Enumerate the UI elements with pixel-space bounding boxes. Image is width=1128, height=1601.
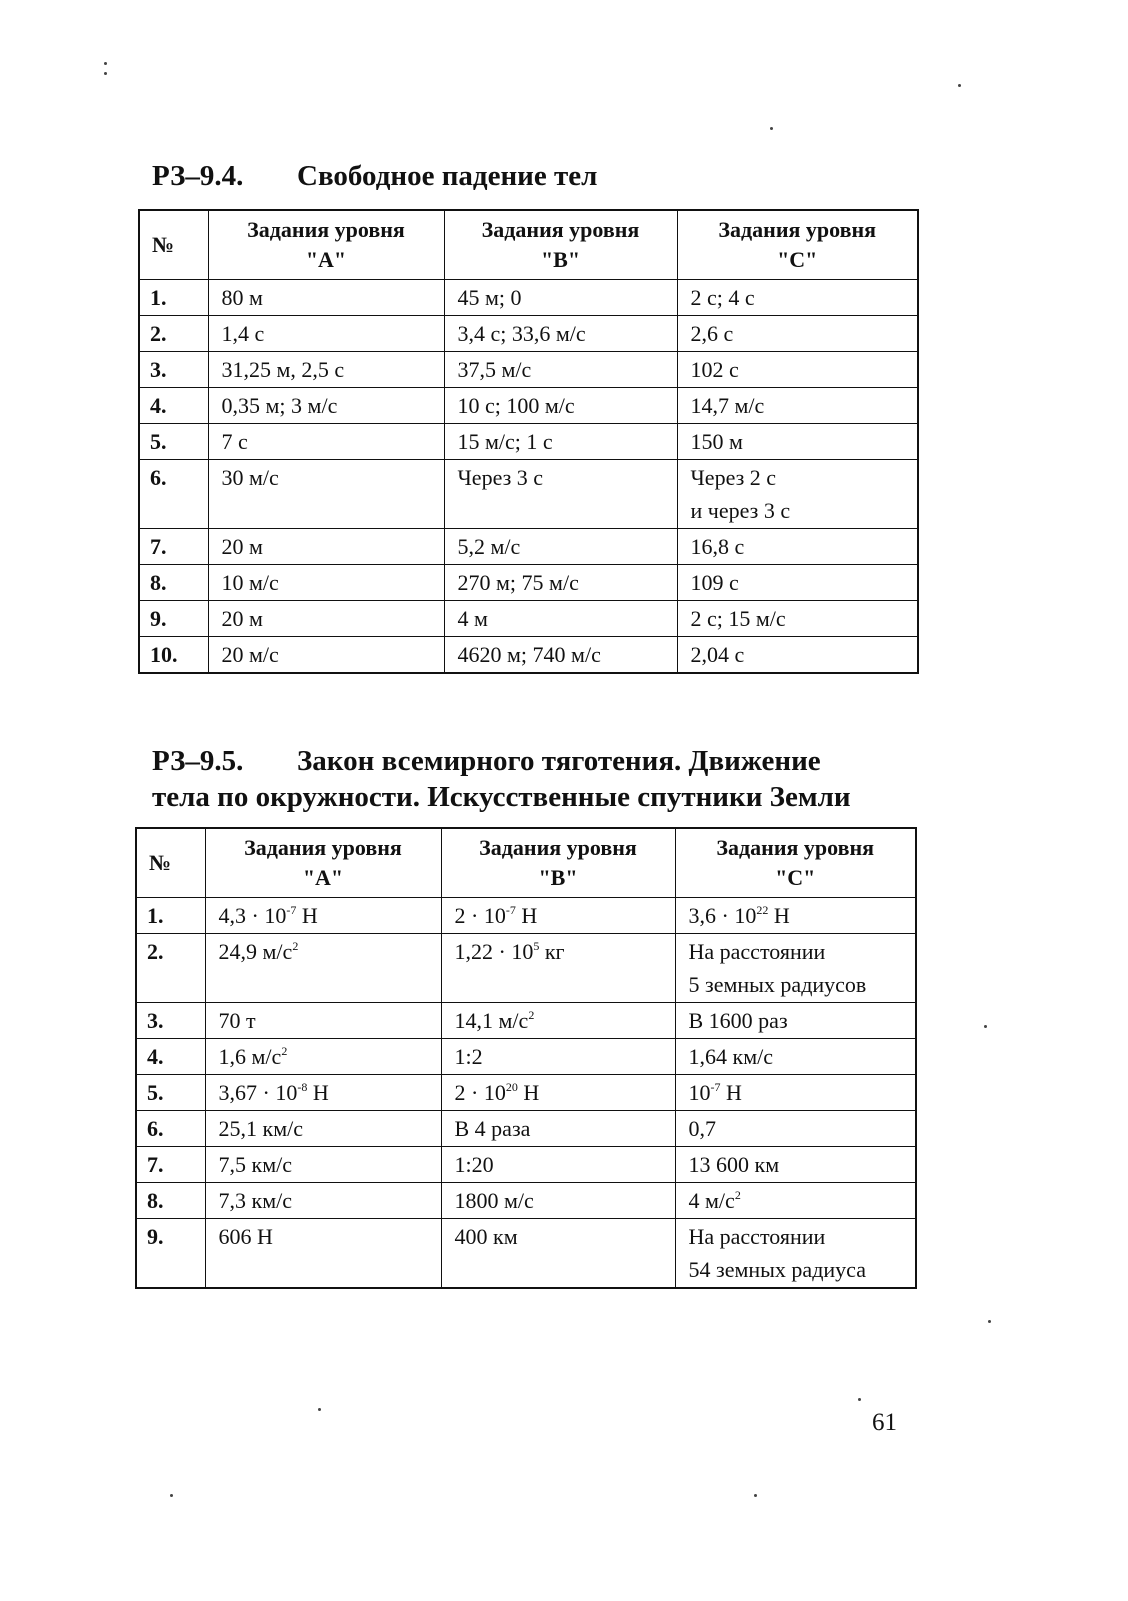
answer-text: 1,4 с bbox=[221, 321, 265, 346]
table-header-row bbox=[136, 828, 916, 898]
answers-table-free-fall bbox=[138, 209, 919, 674]
header-level: "С" bbox=[775, 865, 816, 890]
answer-level-a bbox=[208, 388, 444, 424]
answer-level-c bbox=[675, 934, 916, 1003]
exponent: -7 bbox=[505, 903, 516, 917]
answer-text: $1,22 \cdot 10^5$ кг bbox=[454, 939, 565, 964]
answer-text: 102 с bbox=[690, 357, 739, 382]
table-row bbox=[136, 898, 916, 934]
table-row bbox=[136, 1111, 916, 1147]
answer-text: 2,6 с bbox=[690, 321, 734, 346]
answer-level-b bbox=[444, 565, 677, 601]
answer-level-b bbox=[441, 1075, 675, 1111]
header-level-c bbox=[677, 210, 918, 280]
answer-level-b bbox=[444, 601, 677, 637]
exponent: -7 bbox=[710, 1080, 721, 1094]
table-row bbox=[136, 1039, 916, 1075]
answer-text: 54 земных радиуса bbox=[688, 1257, 866, 1282]
header-label: Задания уровня bbox=[718, 217, 877, 242]
exponent: 2 bbox=[528, 1008, 535, 1022]
table-row bbox=[139, 388, 918, 424]
answer-text: $2 \cdot 10^{-7}$ Н bbox=[454, 903, 538, 928]
answer-text: 14,7 м/с bbox=[690, 393, 765, 418]
answer-level-c bbox=[677, 352, 918, 388]
exponent: 2 bbox=[734, 1188, 741, 1202]
row-number: 6. bbox=[139, 460, 208, 529]
answer-text: $10^{-7}$ Н bbox=[688, 1080, 742, 1105]
answer-level-a bbox=[208, 352, 444, 388]
answer-text: 7,3 км/с bbox=[218, 1188, 292, 1213]
row-number: 4. bbox=[139, 388, 208, 424]
answer-text: 0,35 м; 3 м/с bbox=[221, 393, 338, 418]
answer-level-c bbox=[675, 898, 916, 934]
answer-text: 2,04 с bbox=[690, 642, 745, 667]
answer-text: 1,64 км/с bbox=[688, 1044, 773, 1069]
answer-level-c bbox=[677, 424, 918, 460]
answer-text: 10 с; 100 м/с bbox=[457, 393, 575, 418]
answer-level-c bbox=[675, 1219, 916, 1289]
row-number: 2. bbox=[136, 934, 205, 1003]
answer-text: 20 м bbox=[221, 534, 263, 559]
table-row bbox=[139, 424, 918, 460]
table-row bbox=[139, 637, 918, 674]
answers-table-gravitation bbox=[135, 827, 917, 1289]
row-number: 3. bbox=[136, 1003, 205, 1039]
answer-level-a bbox=[208, 601, 444, 637]
answer-level-a bbox=[205, 1039, 441, 1075]
answer-text: На расстоянии bbox=[688, 1224, 826, 1249]
answer-level-a bbox=[205, 1003, 441, 1039]
answer-level-b bbox=[441, 898, 675, 934]
answer-level-b bbox=[444, 388, 677, 424]
page-number: 61 bbox=[872, 1409, 897, 1436]
answer-level-b bbox=[441, 934, 675, 1003]
answer-text: 13 600 км bbox=[688, 1152, 780, 1177]
exponent: -8 bbox=[297, 1080, 308, 1094]
row-number: 3. bbox=[139, 352, 208, 388]
row-number: 2. bbox=[139, 316, 208, 352]
answer-text: 14,1 $м/с^2$ bbox=[454, 1008, 535, 1033]
answer-text: 1:2 bbox=[454, 1044, 483, 1069]
section-title-text: тела по окружности. Искусственные спутники Земли bbox=[152, 781, 851, 813]
table-row bbox=[136, 1219, 916, 1289]
answer-text: $3,67 \cdot 10^{-8}$ Н bbox=[218, 1080, 329, 1105]
table-row bbox=[136, 934, 916, 1003]
answer-level-b bbox=[441, 1183, 675, 1219]
table-row bbox=[136, 1147, 916, 1183]
header-label: Задания уровня bbox=[247, 217, 405, 242]
table-row bbox=[139, 529, 918, 565]
answer-text: В 4 раза bbox=[454, 1116, 531, 1141]
answer-level-c bbox=[675, 1111, 916, 1147]
answer-text: 2 с; 15 м/с bbox=[690, 606, 786, 631]
answer-text: 25,1 км/с bbox=[218, 1116, 303, 1141]
row-number: 8. bbox=[136, 1183, 205, 1219]
answer-text: 24,9 $м/с^2$ bbox=[218, 939, 299, 964]
answer-text: 30 м/с bbox=[221, 465, 279, 490]
row-number: 10. bbox=[139, 637, 208, 674]
answer-text: 4 $м/с^2$ bbox=[688, 1188, 741, 1213]
answer-level-a bbox=[205, 1075, 441, 1111]
answer-text: $2 \cdot 10^{20}$ Н bbox=[454, 1080, 540, 1105]
answer-level-a bbox=[208, 424, 444, 460]
scan-speck bbox=[770, 127, 773, 130]
header-level: "А" bbox=[305, 247, 347, 272]
answer-level-c bbox=[677, 316, 918, 352]
section-title-text: Свободное падение тел bbox=[297, 160, 598, 192]
header-level-a bbox=[208, 210, 444, 280]
answer-level-c bbox=[677, 280, 918, 316]
answer-text: На расстоянии bbox=[688, 939, 826, 964]
answer-text: 4620 м; 740 м/с bbox=[457, 642, 601, 667]
table-row bbox=[139, 280, 918, 316]
table-row bbox=[136, 1075, 916, 1111]
answer-level-c bbox=[675, 1147, 916, 1183]
answer-level-b bbox=[444, 637, 677, 674]
answer-level-a bbox=[205, 1147, 441, 1183]
table-row bbox=[139, 316, 918, 352]
answer-level-c bbox=[677, 637, 918, 674]
table-row bbox=[136, 1183, 916, 1219]
answer-level-b bbox=[444, 424, 677, 460]
header-level: "А" bbox=[302, 865, 344, 890]
header-level-a bbox=[205, 828, 441, 898]
answer-text: 7 с bbox=[221, 429, 248, 454]
answer-level-a bbox=[205, 1219, 441, 1289]
answer-level-b bbox=[441, 1003, 675, 1039]
answer-level-b bbox=[444, 280, 677, 316]
scan-speck bbox=[318, 1408, 321, 1411]
row-number: 5. bbox=[136, 1075, 205, 1111]
answer-level-b bbox=[444, 460, 677, 529]
answer-level-a bbox=[205, 1111, 441, 1147]
header-label: Задания уровня bbox=[481, 217, 640, 242]
row-number: 4. bbox=[136, 1039, 205, 1075]
table-row bbox=[136, 1003, 916, 1039]
answer-text: 15 м/с; 1 с bbox=[457, 429, 553, 454]
answer-level-a bbox=[205, 1183, 441, 1219]
header-number: № bbox=[139, 210, 208, 280]
table-row bbox=[139, 352, 918, 388]
answer-level-b bbox=[441, 1147, 675, 1183]
answer-text: 45 м; 0 bbox=[457, 285, 522, 310]
row-number: 8. bbox=[139, 565, 208, 601]
answer-level-c bbox=[675, 1003, 916, 1039]
answer-text: 4 м bbox=[457, 606, 488, 631]
header-level-b bbox=[441, 828, 675, 898]
answer-level-c bbox=[677, 529, 918, 565]
answer-level-a bbox=[205, 934, 441, 1003]
row-number: 1. bbox=[136, 898, 205, 934]
answer-text: 606 Н bbox=[218, 1224, 273, 1249]
exponent: 5 bbox=[533, 939, 540, 953]
scan-speck bbox=[984, 1025, 987, 1028]
header-level-b bbox=[444, 210, 677, 280]
answer-level-c bbox=[675, 1039, 916, 1075]
answer-text: 3,4 с; 33,6 м/с bbox=[457, 321, 586, 346]
answer-text: 0,7 bbox=[688, 1116, 716, 1141]
exponent: 2 bbox=[281, 1044, 288, 1058]
section-title-gravitation bbox=[152, 743, 851, 815]
exponent: -7 bbox=[286, 903, 297, 917]
answer-text: Через 2 с bbox=[690, 465, 777, 490]
answer-text: 31,25 м, 2,5 с bbox=[221, 357, 345, 382]
answer-level-b bbox=[441, 1111, 675, 1147]
answer-level-b bbox=[444, 352, 677, 388]
answer-text: 10 м/с bbox=[221, 570, 279, 595]
header-label: Задания уровня bbox=[479, 835, 637, 860]
row-number: 9. bbox=[136, 1219, 205, 1289]
answer-level-a bbox=[208, 460, 444, 529]
table-row bbox=[139, 460, 918, 529]
answer-level-a bbox=[208, 280, 444, 316]
answer-text: 20 м bbox=[221, 606, 263, 631]
answer-text: 109 с bbox=[690, 570, 739, 595]
answer-text: 2 с; 4 с bbox=[690, 285, 755, 310]
answer-level-c bbox=[677, 565, 918, 601]
answer-text: 37,5 м/с bbox=[457, 357, 532, 382]
answer-text: 400 км bbox=[454, 1224, 518, 1249]
answer-level-a bbox=[208, 316, 444, 352]
answer-level-b bbox=[441, 1039, 675, 1075]
answer-level-b bbox=[441, 1219, 675, 1289]
answer-level-b bbox=[444, 316, 677, 352]
row-number: 7. bbox=[139, 529, 208, 565]
header-level: "С" bbox=[777, 247, 818, 272]
answer-text: 270 м; 75 м/с bbox=[457, 570, 579, 595]
section-code: РЗ–9.4. bbox=[152, 160, 244, 192]
answer-level-c bbox=[677, 388, 918, 424]
answer-level-b bbox=[444, 529, 677, 565]
answer-level-a bbox=[208, 565, 444, 601]
scan-speck bbox=[958, 84, 961, 87]
exponent: 22 bbox=[756, 903, 769, 917]
header-label: Задания уровня bbox=[244, 835, 402, 860]
scan-speck bbox=[170, 1494, 173, 1497]
answer-text: 20 м/с bbox=[221, 642, 279, 667]
exponent: 2 bbox=[292, 939, 299, 953]
header-number: № bbox=[136, 828, 205, 898]
scan-speck bbox=[104, 62, 107, 65]
answer-level-a bbox=[205, 898, 441, 934]
answer-text: и через 3 с bbox=[690, 498, 791, 523]
answer-text: 1,6 $м/с^2$ bbox=[218, 1044, 288, 1069]
table-row bbox=[139, 601, 918, 637]
exponent: 20 bbox=[505, 1080, 518, 1094]
answer-level-a bbox=[208, 529, 444, 565]
answer-text: $3,6 \cdot 10^{22}$ Н bbox=[688, 903, 790, 928]
row-number: 6. bbox=[136, 1111, 205, 1147]
header-level: "В" bbox=[538, 865, 578, 890]
answer-text: В 1600 раз bbox=[688, 1008, 788, 1033]
answer-text: 7,5 км/с bbox=[218, 1152, 292, 1177]
answer-level-c bbox=[675, 1183, 916, 1219]
section-title-text: Закон всемирного тяготения. Движение bbox=[297, 745, 821, 777]
scan-speck bbox=[104, 72, 107, 75]
header-level: "В" bbox=[540, 247, 581, 272]
table-row bbox=[139, 565, 918, 601]
answer-text: 80 м bbox=[221, 285, 263, 310]
header-label: Задания уровня bbox=[716, 835, 875, 860]
header-level-c bbox=[675, 828, 916, 898]
section-code: РЗ–9.5. bbox=[152, 745, 244, 777]
answer-level-c bbox=[675, 1075, 916, 1111]
row-number: 7. bbox=[136, 1147, 205, 1183]
scan-speck bbox=[988, 1320, 991, 1323]
answer-text: 1800 м/с bbox=[454, 1188, 534, 1213]
answer-text: 70 т bbox=[218, 1008, 256, 1033]
answer-level-c bbox=[677, 460, 918, 529]
answer-text: 5,2 м/с bbox=[457, 534, 521, 559]
scan-speck bbox=[754, 1494, 757, 1497]
answer-text: 5 земных радиусов bbox=[688, 972, 867, 997]
answer-text: $4,3 \cdot 10^{-7}$ Н bbox=[218, 903, 318, 928]
answer-text: Через 3 с bbox=[457, 465, 544, 490]
scan-speck bbox=[858, 1398, 861, 1401]
row-number: 9. bbox=[139, 601, 208, 637]
table-header-row bbox=[139, 210, 918, 280]
row-number: 5. bbox=[139, 424, 208, 460]
answer-text: 1:20 bbox=[454, 1152, 494, 1177]
answer-text: 16,8 с bbox=[690, 534, 745, 559]
answer-text: 150 м bbox=[690, 429, 743, 454]
row-number: 1. bbox=[139, 280, 208, 316]
answer-level-c bbox=[677, 601, 918, 637]
answer-level-a bbox=[208, 637, 444, 674]
section-title-free-fall bbox=[152, 158, 597, 194]
